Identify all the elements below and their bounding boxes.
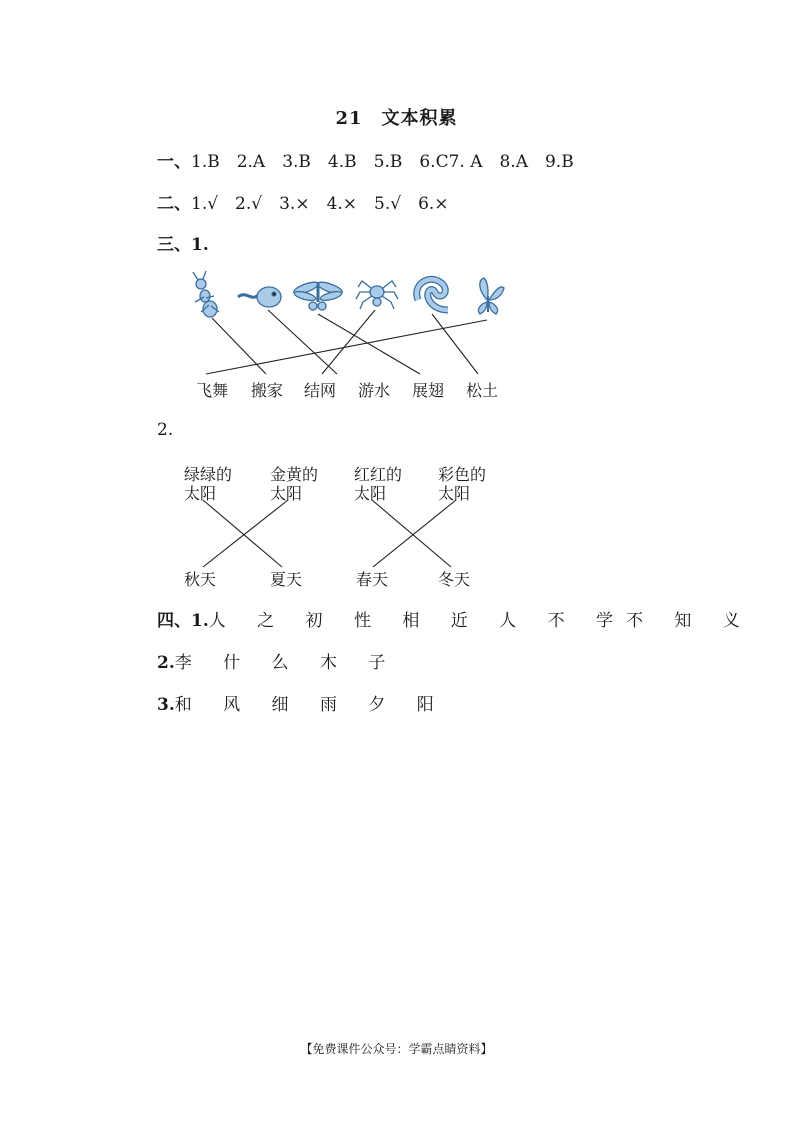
section-4-answer-3: 和 风 细 雨 夕 阳 — [174, 695, 447, 715]
section-4-label: 四、 — [157, 611, 191, 631]
footer-note: 【免费课件公众号：学霸点睛资料】 — [300, 1042, 493, 1056]
sun-descriptor-3: 红红的 — [354, 465, 403, 484]
spider-icon — [356, 281, 398, 309]
match-word-5: 展翅 — [412, 381, 445, 400]
section-3-label: 三、1. — [157, 235, 209, 255]
match-word-4: 游水 — [358, 381, 391, 400]
part-2-label: 2. — [157, 420, 174, 440]
sun-descriptor-1: 绿绿的 — [184, 465, 233, 484]
earthworm-icon — [417, 279, 448, 310]
ant-icon — [193, 271, 219, 317]
sun-descriptor-2: 金黄的 — [270, 465, 319, 484]
match-word-6: 松土 — [466, 381, 499, 400]
butterfly-icon — [478, 278, 504, 314]
season-2: 夏天 — [270, 570, 303, 589]
dragonfly-icon — [292, 280, 343, 310]
tadpole-icon — [238, 287, 281, 307]
section-2-label: 二、 — [157, 194, 191, 214]
season-3: 春天 — [356, 570, 389, 589]
part2-match-lines — [203, 500, 456, 567]
match-word-2: 搬家 — [251, 381, 284, 400]
section-2-answers: 1.√ 2.√ 3.× 4.× 5.√ 6.× — [191, 194, 449, 214]
section-4-line-3: 3.和 风 细 雨 夕 阳 — [157, 695, 447, 715]
sun-descriptor-4: 彩色的 — [438, 465, 487, 484]
part1-match-lines — [206, 310, 487, 374]
section-1-label: 一、 — [157, 152, 191, 172]
sun-noun-2: 太阳 — [270, 484, 303, 503]
section-4-line-2: 2.李 什 么 木 子 — [157, 653, 399, 673]
section-1-answers: 1.B 2.A 3.B 4.B 5.B 6.C7. A 8.A 9.B — [191, 152, 574, 172]
section-4-line-1: 四、1.人 之 初 性 相 近 人 不 学不 知 义 — [157, 611, 753, 631]
sun-noun-3: 太阳 — [354, 484, 387, 503]
match-word-1: 飞舞 — [196, 381, 229, 400]
season-1: 秋天 — [184, 570, 217, 589]
sun-noun-1: 太阳 — [184, 484, 217, 503]
sun-noun-4: 太阳 — [438, 484, 471, 503]
season-4: 冬天 — [438, 570, 471, 589]
page-title: 21 文本积累 — [335, 108, 458, 129]
section-4-answer-1: 人 之 初 性 相 近 人 不 学不 知 义 — [208, 611, 753, 631]
section-4-answer-2: 李 什 么 木 子 — [174, 653, 399, 673]
match-word-3: 结网 — [304, 381, 337, 400]
